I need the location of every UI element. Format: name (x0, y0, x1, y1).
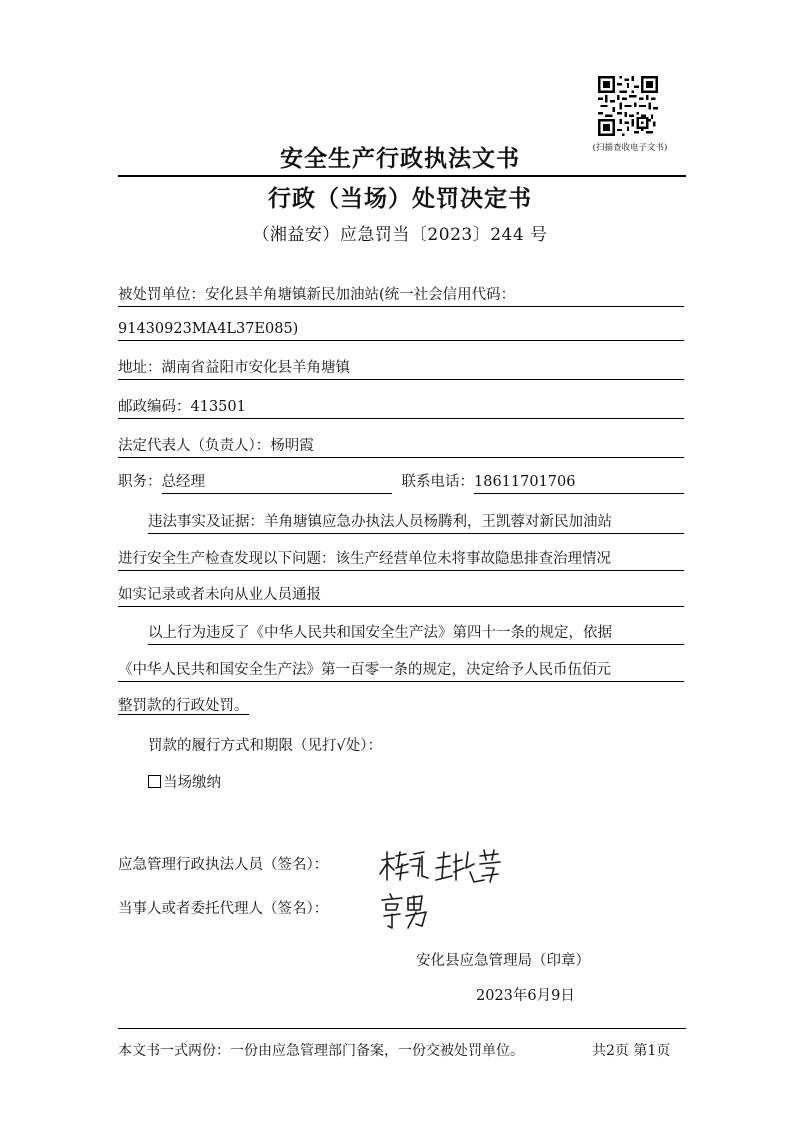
phone-value: 18611701706 (474, 471, 684, 494)
representative-row (118, 435, 684, 458)
facts-line-1 (148, 511, 684, 534)
decision-line-2: 《中华人民共和国安全生产法》第一百零一条的规定，决定给予人民币伍佰元 (118, 659, 684, 682)
footer-divider (118, 1028, 686, 1029)
postcode-label: 邮政编码： (118, 399, 191, 415)
officer-signature-label: 应急管理行政执法人员（签名）： (118, 857, 329, 873)
qr-code (598, 76, 658, 136)
representative-label: 法定代表人（负责人）： (118, 438, 271, 454)
phone-label: 联系电话： (401, 474, 474, 490)
decision-text-3: 整罚款的行政处罚。 (118, 698, 249, 714)
party-signature-label: 当事人或者委托代理人（签名）： (118, 901, 329, 917)
credit-code-value: 91430923MA4L37E085) (118, 321, 299, 337)
penalized-unit-row (118, 284, 684, 307)
decision-line-3 (118, 695, 684, 717)
payment-option-label: 当场缴纳 (163, 775, 221, 791)
facts-line-2: 进行安全生产检查发现以下问题：该生产经营单位未将事故隐患排查治理情况 (118, 548, 684, 571)
address-label: 地址： (118, 360, 162, 376)
footer-note: 本文书一式两份：一份由应急管理部门备案，一份交被处罚单位。 (118, 1043, 524, 1059)
issue-date: 2023年6月9日 (476, 988, 575, 1004)
facts-line-3: 如实记录或者未向从业人员通报 (118, 584, 684, 607)
document-number: （湘益安）应急罚当〔2023〕244 号 (252, 225, 548, 245)
credit-code-row (118, 318, 684, 341)
payment-option-row[interactable] (148, 772, 684, 794)
header-divider (118, 175, 686, 177)
address-value: 湖南省益阳市安化县羊角塘镇 (161, 360, 350, 376)
officer-signature (376, 846, 506, 890)
payment-method-label: 罚款的履行方式和期限（见打√处）： (148, 738, 382, 754)
facts-text-1: 羊角塘镇应急办执法人员杨腾利，王凯蓉对新民加油站 (264, 514, 612, 530)
position-label: 职务： (118, 474, 162, 490)
penalized-unit-label: 被处罚单位： (118, 287, 205, 303)
page-indicator: 共2页 第1页 (592, 1043, 671, 1059)
penalized-unit-value: 安化县羊角塘镇新民加油站(统一社会信用代码： (205, 287, 516, 303)
checkbox[interactable] (148, 775, 161, 788)
postcode-value: 413501 (190, 399, 246, 415)
address-row (118, 357, 684, 380)
facts-label: 违法事实及证据： (148, 514, 264, 530)
qr-caption: (扫描查收电子文书) (592, 143, 668, 153)
representative-value: 杨明霞 (270, 438, 314, 454)
document-type-heading: 安全生产行政执法文书 (280, 145, 520, 172)
document-title: 行政（当场）处罚决定书 (268, 185, 532, 212)
issuing-authority: 安化县应急管理局（印章） (416, 953, 590, 969)
decision-line-1: 以上行为违反了《中华人民共和国安全生产法》第四十一条的规定，依据 (148, 622, 684, 645)
postcode-row (118, 396, 684, 419)
party-signature (378, 890, 438, 932)
position-value: 总经理 (162, 471, 392, 494)
position-phone-row (118, 471, 684, 494)
